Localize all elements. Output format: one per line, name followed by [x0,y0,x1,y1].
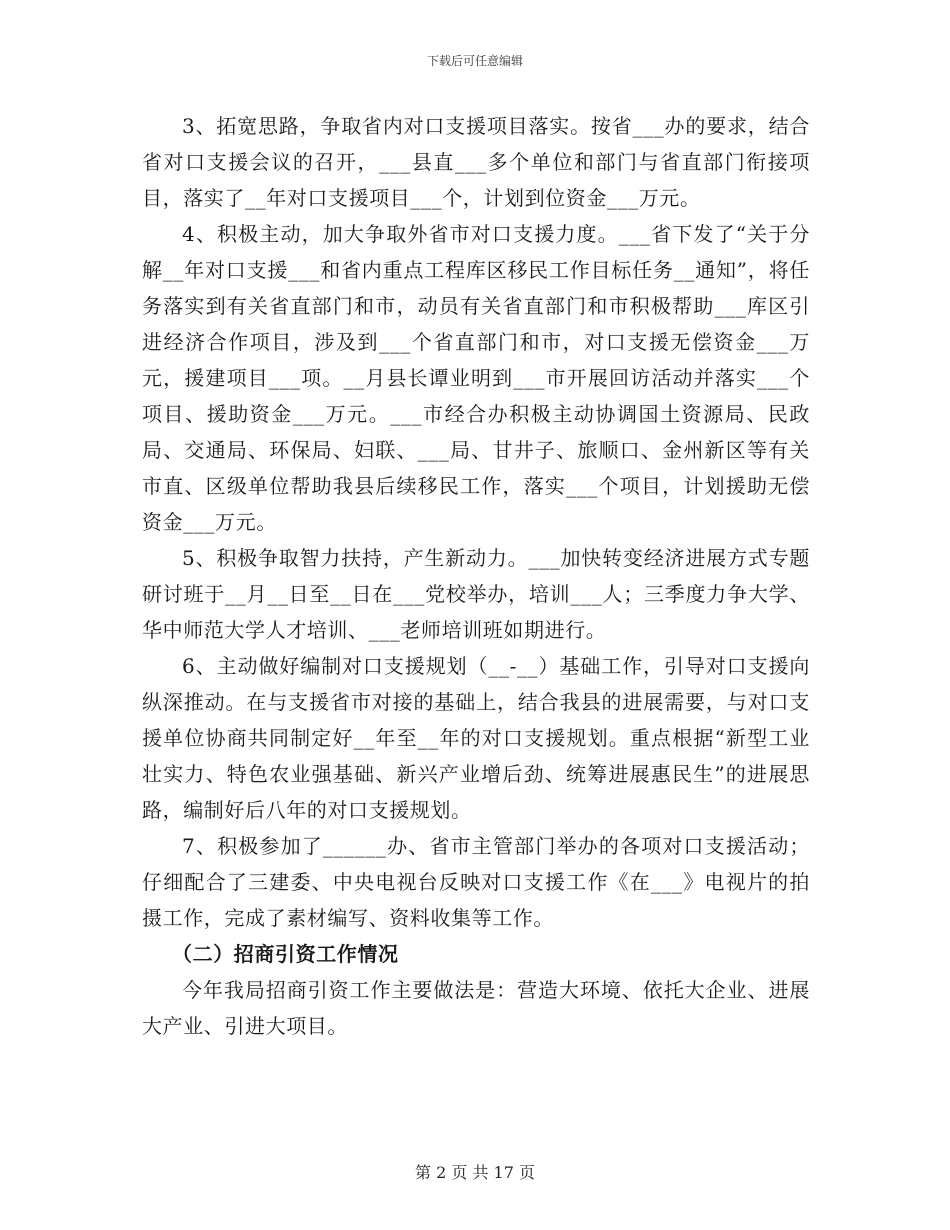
section-heading: （二）招商引资工作情况 [172,942,399,966]
paragraph-7: 7、积极参加了______办、省市主管部门举办的各项对口支援活动；仔细配合了三建委、中央电视台反映对口支援工作《在___》电视片的拍摄工作，完成了素材编写、资料收集等工作。 [142,834,810,930]
page-header: 下载后可任意编辑 [426,54,523,68]
paragraph-4: 4、积极主动，加大争取外省市对口支援力度。___省下发了“关于分解__年对口支援___和省内重点工程库区移民工作目标任务__通知”，将任务落实到有关省直部门和市，动员有关省直部门和市积极帮助___库区引进经济合作项目，涉及到___个省直部门和市，对口支援无偿资金___万元，援建项目___项。__月县长谭业明到___市开展回访活动并落实___个项目、援助资金___万元。___市经合办积极主动协调国土资源局、民政局、交通局、环保局、妇联、___局、甘井子、旅顺口、金州新区等有关市直、区级单位帮助我县后续移民工作，落实___个项目，计划援助无偿资金___万元。 [142,222,810,534]
paragraph-6: 6、主动做好编制对口支援规划（__-__）基础工作，引导对口支援向纵深推动。在与支援省市对接的基础上，结合我县的进展需要，与对口支援单位协商共同制定好__年至__年的对口支援规划。重点根据“新型工业壮实力、特色农业强基础、新兴产业增后劲、统筹进展惠民生”的进展思路，编制好后八年的对口支援规划。 [142,654,810,822]
closing-paragraph: 今年我局招商引资工作主要做法是：营造大环境、依托大企业、进展大产业、引进大项目。 [142,978,810,1038]
paragraph-5: 5、积极争取智力扶持，产生新动力。___加快转变经济进展方式专题研讨班于__月__日至__日在___党校举办，培训___人；三季度力争大学、华中师范大学人才培训、___老师培训班如期进行。 [142,546,810,642]
paragraph-3: 3、拓宽思路，争取省内对口支援项目落实。按省___办的要求，结合省对口支援会议的召开，___县直___多个单位和部门与省直部门衔接项目，落实了__年对口支援项目___个，计划到位资金___万元。 [142,114,810,210]
document-body [142,108,810,1044]
page-footer: 第 2 页 共 17 页 [415,1163,535,1182]
